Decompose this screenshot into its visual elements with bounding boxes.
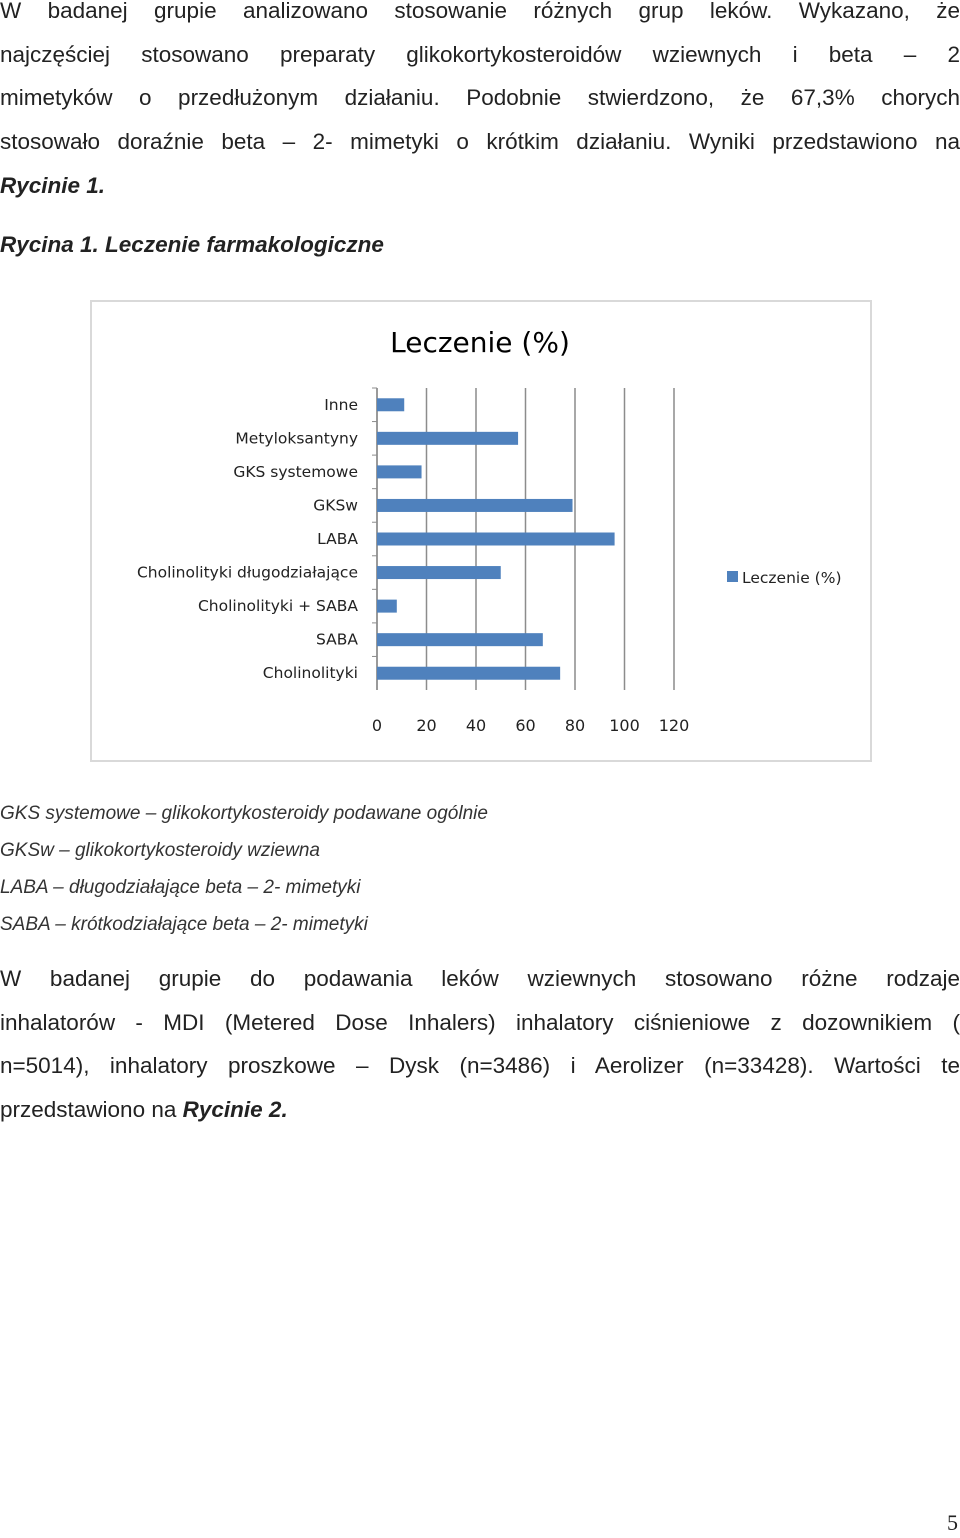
bar [377,465,422,478]
x-tick-label: 100 [609,716,640,735]
paragraph-line: najczęściej stosowano preparaty glikokortykosteroidów wziewnych i beta – 2 [0,41,960,67]
paragraph-line: mimetyków o przedłużonym działaniu. Podobnie stwierdzono, że 67,3% chorych [0,85,960,111]
abbreviations-list [0,795,488,943]
bar [377,533,615,546]
bar [377,499,573,512]
bar [377,566,501,579]
inhaler-paragraph [0,957,960,1132]
chart-title: Leczenie (%) [390,326,570,359]
abbreviation-item: LABA – długodziałające beta – 2- mimetyki [0,877,361,898]
bar [377,667,560,680]
x-tick-label: 40 [465,716,487,735]
intro-paragraph [0,0,960,208]
paragraph-line: przedstawiono na [0,1097,177,1123]
category-label: SABA [316,630,358,649]
paragraph-line: n=5014), inhalatory proszkowe – Dysk (n=3486) i Aerolizer (n=33428). Wartości te [0,1053,960,1079]
legend-label: Leczenie (%) [742,569,842,587]
abbreviation-item: GKS systemowe – glikokortykosteroidy podawane ogólnie [0,803,488,824]
paragraph-line: W badanej grupie do podawania leków wziewnych stosowano różne rodzaje [0,966,960,991]
bar [377,432,518,445]
category-label: GKS systemowe [233,462,358,481]
category-label: Cholinolityki + SABA [197,597,358,616]
paragraph-line: W badanej grupie analizowano stosowanie różnych grup leków. Wykazano, że [0,0,960,23]
paragraph-line: inhalatorów - MDI (Metered Dose Inhalers) inhalatory ciśnieniowe z dozownikiem ( [0,1009,960,1035]
x-tick-label: 80 [564,716,586,735]
bar [377,398,404,411]
category-label: Inne [324,395,358,414]
x-tick-label: 0 [371,716,383,735]
x-tick-label: 20 [416,716,437,735]
x-tick-label: 60 [515,716,536,735]
figure-reference: Rycinie 1. [0,172,106,198]
bar [377,600,397,613]
abbreviation-item: GKSw – glikokortykosteroidy wziewna [0,840,320,861]
legend-swatch [727,571,738,582]
category-label: Cholinolityki długodziałające [136,563,358,582]
figure-reference: Rycinie 2. [182,1097,288,1123]
category-label: Metyloksantyny [235,429,358,448]
x-tick-label: 120 [658,716,690,735]
bar-chart [90,300,870,760]
category-label: GKSw [313,496,358,515]
bar [377,633,543,646]
category-label: LABA [317,530,358,548]
abbreviation-item: SABA – krótkodziałające beta – 2- mimetyki [0,914,368,935]
page-number: 5 [947,1510,958,1535]
category-label: Cholinolityki [262,664,358,683]
figure-caption: Rycina 1. Leczenie farmakologiczne [0,232,384,257]
paragraph-line: stosowało doraźnie beta – 2- mimetyki o krótkim działaniu. Wyniki przedstawiono na [0,129,960,155]
